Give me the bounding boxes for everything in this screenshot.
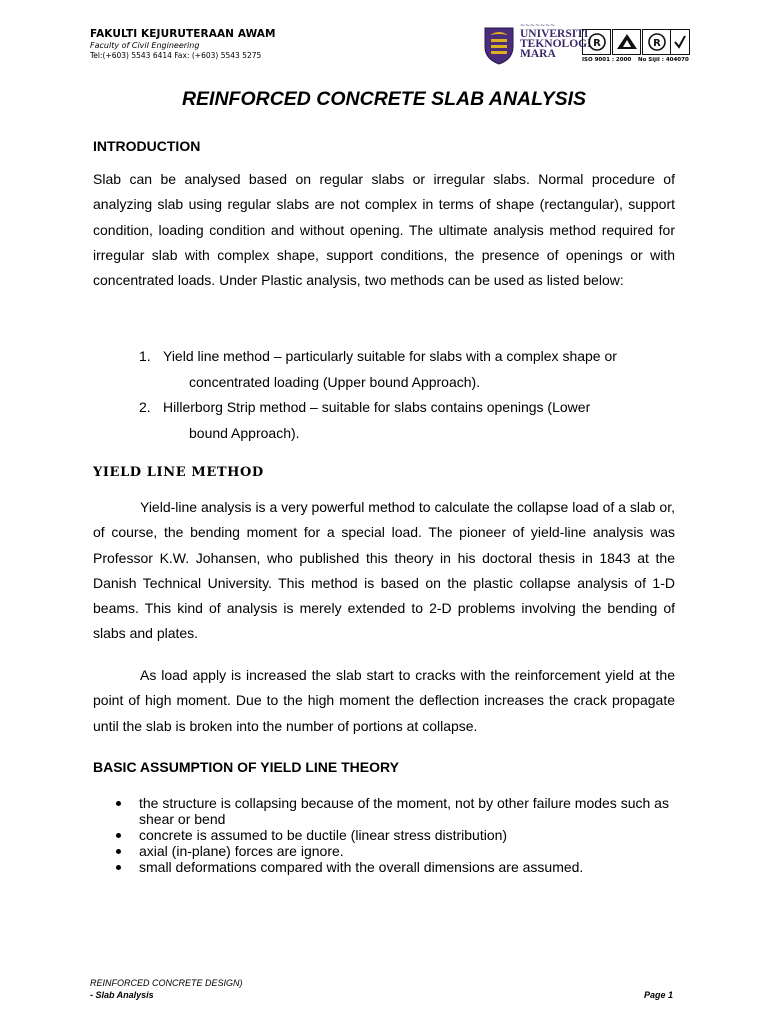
iso-caption: ISO 9001 : 2000	[582, 57, 632, 63]
letterhead-text	[90, 28, 276, 60]
list-number: 2.	[139, 399, 151, 415]
list-item	[116, 843, 676, 859]
check-mark-icon	[673, 33, 687, 51]
faculty-name-english: Faculty of Civil Engineering	[90, 41, 200, 50]
svg-text:R: R	[592, 38, 601, 49]
registered-mark-icon	[586, 32, 608, 52]
assumptions-list	[116, 795, 676, 875]
footer-section-title: - Slab Analysis	[90, 990, 154, 1000]
list-item-text: Hillerborg Strip method – suitable for slabs contains openings (Lower	[163, 399, 591, 415]
list-item-text: concrete is assumed to be ductile (linear stress distribution)	[139, 827, 508, 843]
list-item-continuation: bound Approach).	[189, 424, 300, 441]
introduction-heading: INTRODUCTION	[93, 138, 201, 154]
university-name: UNIVERSITI TEKNOLOGI MARA	[520, 28, 592, 60]
list-item-text: axial (in-plane) forces are ignore.	[139, 843, 344, 859]
triangle-mark-icon	[615, 32, 639, 52]
quality-mark-icon	[646, 32, 668, 52]
list-item	[116, 859, 676, 875]
list-item	[116, 795, 676, 827]
page-number: Page 1	[643, 990, 673, 1000]
methods-list	[139, 344, 675, 446]
document-title: REINFORCED CONCRETE SLAB ANALYSIS	[181, 88, 587, 110]
yield-line-heading: YIELD LINE METHOD	[93, 465, 264, 480]
faculty-name: FAKULTI KEJURUTERAAN AWAM	[90, 28, 276, 40]
list-item-text: the structure is collapsing because of the moment, not by other failure modes such as shear or bend	[139, 795, 669, 827]
letterhead-logos	[482, 22, 689, 68]
introduction-paragraph: Slab can be analysed based on regular slabs or irregular slabs. Normal procedure of analyzing slab using regular slabs are not complex in terms of shape (rectangular), support condition, loading condition and without opening. The ultimate analysis method required for irregular slab with complex shape, support conditions, the presence of openings or with concentrated loads. Under Plastic analysis, two methods can be used as listed below:	[93, 171, 675, 289]
list-item	[139, 395, 675, 446]
list-item-text: Yield line method – particularly suitable for slabs with a complex shape or	[163, 348, 617, 364]
svg-text:R: R	[652, 38, 661, 49]
assumptions-heading: BASIC ASSUMPTION OF YIELD LINE THEORY	[93, 759, 399, 775]
certification-r-logo	[582, 29, 611, 55]
bullet-icon	[116, 801, 121, 806]
yield-line-paragraph-1: Yield-line analysis is a very powerful method to calculate the collapse load of a slab or, of course, the bending moment for a special load. The pioneer of yield-line analysis was Professor K.W. Johansen, who published this theory in his doctoral thesis in 1843 at the Danish Technical University. This method is based on the plastic collapse analysis of 1-D beams. This kind of analysis is merely extended to 2-D problems involving the bending of slabs and plates.	[93, 499, 675, 642]
footer-course-title: REINFORCED CONCRETE DESIGN)	[90, 978, 243, 988]
certification-q-logo	[642, 29, 671, 55]
certificate-number-caption: No Sijil : 404070	[638, 57, 689, 63]
list-item-continuation: concentrated loading (Upper bound Approach).	[189, 373, 481, 390]
list-item-text: small deformations compared with the overall dimensions are assumed.	[139, 859, 584, 875]
yield-line-paragraph-2: As load apply is increased the slab start to cracks with the reinforcement yield at the point of high moment. Due to the high moment the deflection increases the crack propagate until the slab is broken into the number of portions at collapse.	[93, 667, 675, 734]
list-item	[116, 827, 676, 843]
certification-check-logo	[670, 29, 690, 55]
bullet-icon	[116, 865, 121, 870]
list-number: 1.	[139, 348, 151, 364]
bullet-icon	[116, 833, 121, 838]
uitm-jawi-script: ~~~~~~~	[520, 22, 556, 29]
bullet-icon	[116, 849, 121, 854]
contact-info: Tel:(+603) 5543 6414 Fax: (+603) 5543 5275	[90, 51, 262, 60]
list-item	[139, 344, 675, 395]
uitm-crest-logo	[482, 25, 516, 65]
certification-body-logo	[612, 29, 641, 55]
